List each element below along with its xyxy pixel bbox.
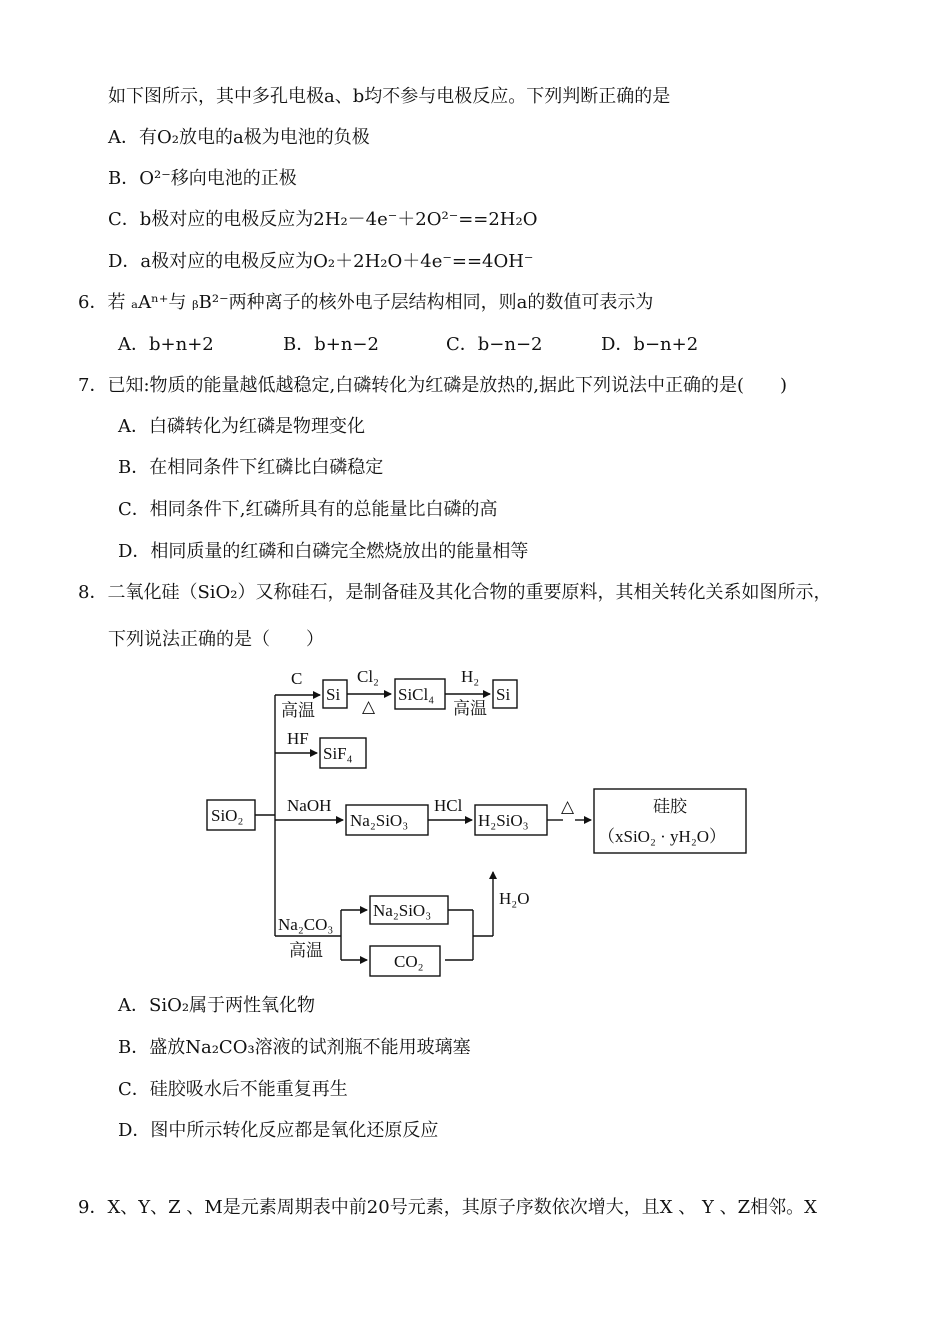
q7-option-d: D．相同质量的红磷和白磷完全燃烧放出的能量相等 (118, 541, 529, 562)
intro-line: 如下图所示，其中多孔电极a、b均不参与电极反应。下列判断正确的是 (108, 86, 671, 107)
sio2-label: SiO₂ (211, 806, 244, 825)
q6-stem: 6．若 ₐAⁿ⁺与 ᵦB²⁻两种离子的核外电子层结构相同，则a的数值可表示为 (78, 292, 654, 313)
naoh-label: NaOH (287, 796, 332, 815)
h2-label: H₂ (461, 667, 480, 686)
high-temp-label-1: 高温 (281, 701, 315, 720)
na2sio3-label-2: Na₂SiO₃ (373, 901, 432, 920)
hf-label: HF (287, 729, 309, 748)
na2co3-label: Na₂CO₃ (278, 915, 334, 934)
co2-label: CO₂ (394, 952, 424, 971)
q8-stem-line1: 8．二氧化硅（SiO₂）又称硅石，是制备硅及其化合物的重要原料，其相关转化关系如图所示， (78, 582, 832, 603)
si-label-1: Si (326, 685, 341, 704)
q8-stem-line2: 下列说法正确的是（ ） (108, 629, 324, 650)
sio2-conversion-diagram (195, 660, 755, 985)
c-reagent-label: C (291, 669, 303, 688)
q5-option-d: D．a极对应的电极反应为O₂＋2H₂O＋4e⁻==4OH⁻ (108, 251, 534, 272)
delta-label-2: △ (561, 797, 575, 816)
q7-option-b: B．在相同条件下红磷比白磷稳定 (118, 457, 384, 478)
q6-option-b: B．b+n−2 (283, 334, 379, 355)
q5-option-c: C．b极对应的电极反应为2H₂－4e⁻＋2O²⁻==2H₂O (108, 209, 538, 230)
high-temp-label-2: 高温 (453, 699, 487, 718)
q7-option-c: C．相同条件下,红磷所具有的总能量比白磷的高 (118, 499, 498, 520)
cl2-label: Cl₂ (357, 667, 379, 686)
delta-label-1: △ (362, 697, 376, 716)
silica-gel-label: 硅胶 (653, 797, 687, 816)
q7-option-a: A．白磷转化为红磷是物理变化 (118, 416, 365, 437)
q5-option-b: B．O²⁻移向电池的正极 (108, 168, 297, 189)
q9-line: 9．X、Y、Z 、M是元素周期表中前20号元素，其原子序数依次增大，且X 、 Y 、Z相邻。X (78, 1197, 817, 1218)
q7-stem: 7．已知:物质的能量越低越稳定,白磷转化为红磷是放热的,据此下列说法中正确的是( ) (78, 375, 788, 396)
silica-gel-formula: （xSiO₂ · yH₂O） (598, 827, 727, 846)
q6-option-a: A．b+n+2 (118, 334, 214, 355)
sicl4-label: SiCl₄ (398, 685, 435, 704)
q6-option-c: C．b−n−2 (446, 334, 543, 355)
q8-option-a: A．SiO₂属于两性氧化物 (118, 995, 316, 1016)
high-temp-label-3: 高温 (289, 941, 323, 960)
si-label-2: Si (496, 685, 511, 704)
h2o-label: H₂O (499, 889, 530, 908)
sif4-label: SiF₄ (323, 744, 353, 763)
na2sio3-label-1: Na₂SiO₃ (350, 811, 409, 830)
hcl-label: HCl (434, 796, 463, 815)
h2sio3-label: H₂SiO₃ (478, 811, 529, 830)
q8-option-b: B．盛放Na₂CO₃溶液的试剂瓶不能用玻璃塞 (118, 1037, 471, 1058)
q6-option-d: D．b−n+2 (601, 334, 699, 355)
q8-option-d: D．图中所示转化反应都是氧化还原反应 (118, 1120, 439, 1141)
q8-option-c: C．硅胶吸水后不能重复再生 (118, 1079, 348, 1100)
q5-option-a: A．有O₂放电的a极为电池的负极 (108, 127, 370, 148)
